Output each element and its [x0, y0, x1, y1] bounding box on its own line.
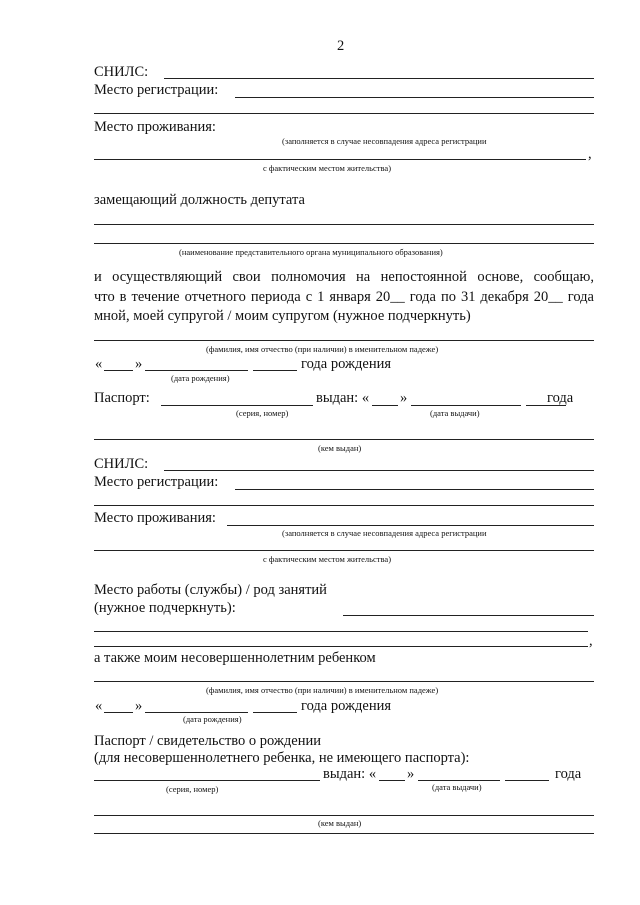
child-birth-day-line[interactable]	[104, 712, 133, 713]
child-issue-year-line[interactable]	[505, 780, 549, 781]
child-issue-quote-close: »	[407, 766, 415, 782]
child-issued-by-caption: (кем выдан)	[318, 818, 362, 828]
snils-label: СНИЛС:	[94, 64, 149, 80]
registration-field-line[interactable]	[235, 97, 594, 98]
spouse-birth-month-line[interactable]	[145, 370, 248, 371]
spouse-quote-open: «	[95, 356, 103, 372]
organ-field-line-1[interactable]	[94, 224, 594, 225]
spouse-work-line-2[interactable]	[94, 631, 588, 632]
child-issue-month-line[interactable]	[418, 780, 500, 781]
residence-field-line[interactable]	[94, 159, 586, 160]
spouse-registration-label: Место регистрации:	[94, 474, 219, 490]
spouse-issued-by-caption: (кем выдан)	[318, 443, 362, 453]
child-doc-series-line[interactable]	[94, 780, 320, 781]
spouse-residence-line[interactable]	[227, 525, 594, 526]
statement-line-1: и осуществляющий свои полномочия на непостоянной основе, сообщаю,	[94, 269, 594, 285]
spouse-quote-close: »	[135, 356, 143, 372]
spouse-work-label-1: Место работы (службы) / род занятий	[94, 582, 327, 598]
spouse-issue-quote-close: »	[400, 390, 408, 406]
spouse-work-label-2: (нужное подчеркнуть):	[94, 600, 236, 616]
child-quote-open: «	[95, 698, 103, 714]
spouse-fio-line[interactable]	[94, 340, 594, 341]
spouse-fio-caption: (фамилия, имя отчество (при наличии) в именительном падеже)	[206, 344, 439, 354]
spouse-registration-line[interactable]	[235, 489, 594, 490]
snils-field-line[interactable]	[164, 78, 594, 79]
residence-label: Место проживания:	[94, 119, 216, 135]
child-issue-date-caption: (дата выдачи)	[432, 782, 482, 792]
page-number: 2	[337, 38, 345, 54]
spouse-passport-label: Паспорт:	[94, 390, 150, 406]
child-birth-year-label: года рождения	[301, 698, 392, 714]
spouse-snils-label: СНИЛС:	[94, 456, 149, 472]
spouse-birth-year-label: года рождения	[301, 356, 392, 372]
spouse-work-line-3[interactable]	[94, 646, 588, 647]
spouse-issue-date-caption: (дата выдачи)	[430, 408, 480, 418]
child-birth-month-line[interactable]	[145, 712, 248, 713]
child-series-caption: (серия, номер)	[166, 784, 219, 794]
spouse-residence-note-2: с фактическим местом жительства)	[263, 554, 392, 564]
child-quote-close: »	[135, 698, 143, 714]
statement-line-3: мной, моей супругой / моим супругом (нужное подчеркнуть)	[94, 308, 471, 324]
child-birth-year-line[interactable]	[253, 712, 297, 713]
child-issued-label: выдан: «	[323, 766, 377, 782]
child-issued-by-line[interactable]	[94, 815, 594, 816]
child-doc-label-1: Паспорт / свидетельство о рождении	[94, 733, 322, 749]
residence-comma: ,	[588, 146, 592, 162]
child-birth-date-caption: (дата рождения)	[183, 714, 242, 724]
spouse-birth-year-line[interactable]	[253, 370, 297, 371]
child-fio-caption: (фамилия, имя отчество (при наличии) в именительном падеже)	[206, 685, 439, 695]
spouse-issue-month-line[interactable]	[411, 405, 521, 406]
child-issue-day-line[interactable]	[379, 780, 405, 781]
spouse-snils-line[interactable]	[164, 470, 594, 471]
spouse-residence-label: Место проживания:	[94, 510, 216, 526]
organ-field-line-2[interactable]	[94, 243, 594, 244]
spouse-issue-year-label: года	[547, 390, 574, 406]
statement-line-2: что в течение отчетного периода с 1 января 20__ года по 31 декабря 20__ года	[94, 289, 594, 305]
registration-field-line-2[interactable]	[94, 113, 594, 114]
spouse-issued-by-line[interactable]	[94, 439, 594, 440]
child-issued-by-line-2[interactable]	[94, 833, 594, 834]
child-issue-year-label: года	[555, 766, 582, 782]
spouse-birth-date-caption: (дата рождения)	[171, 373, 230, 383]
residence-note-2: с фактическим местом жительства)	[263, 163, 392, 173]
organ-caption: (наименование представительного органа муниципального образования)	[179, 247, 443, 257]
registration-label: Место регистрации:	[94, 82, 219, 98]
spouse-issue-day-line[interactable]	[372, 405, 398, 406]
child-fio-line[interactable]	[94, 681, 594, 682]
deputy-position-label: замещающий должность депутата	[94, 192, 305, 208]
spouse-work-line-1[interactable]	[343, 615, 594, 616]
spouse-residence-line-2[interactable]	[94, 550, 594, 551]
spouse-registration-line-2[interactable]	[94, 505, 594, 506]
spouse-residence-note-1: (заполняется в случае несовпадения адреса регистрации	[282, 528, 487, 538]
spouse-work-comma: ,	[589, 633, 593, 649]
spouse-issued-label: выдан: «	[316, 390, 370, 406]
spouse-birth-day-line[interactable]	[104, 370, 133, 371]
spouse-series-caption: (серия, номер)	[236, 408, 289, 418]
child-intro-label: а также моим несовершеннолетним ребенком	[94, 650, 376, 666]
residence-note-1: (заполняется в случае несовпадения адреса регистрации	[282, 136, 487, 146]
spouse-passport-series-line[interactable]	[161, 405, 313, 406]
child-doc-label-2: (для несовершеннолетнего ребенка, не имеющего паспорта):	[94, 750, 470, 766]
